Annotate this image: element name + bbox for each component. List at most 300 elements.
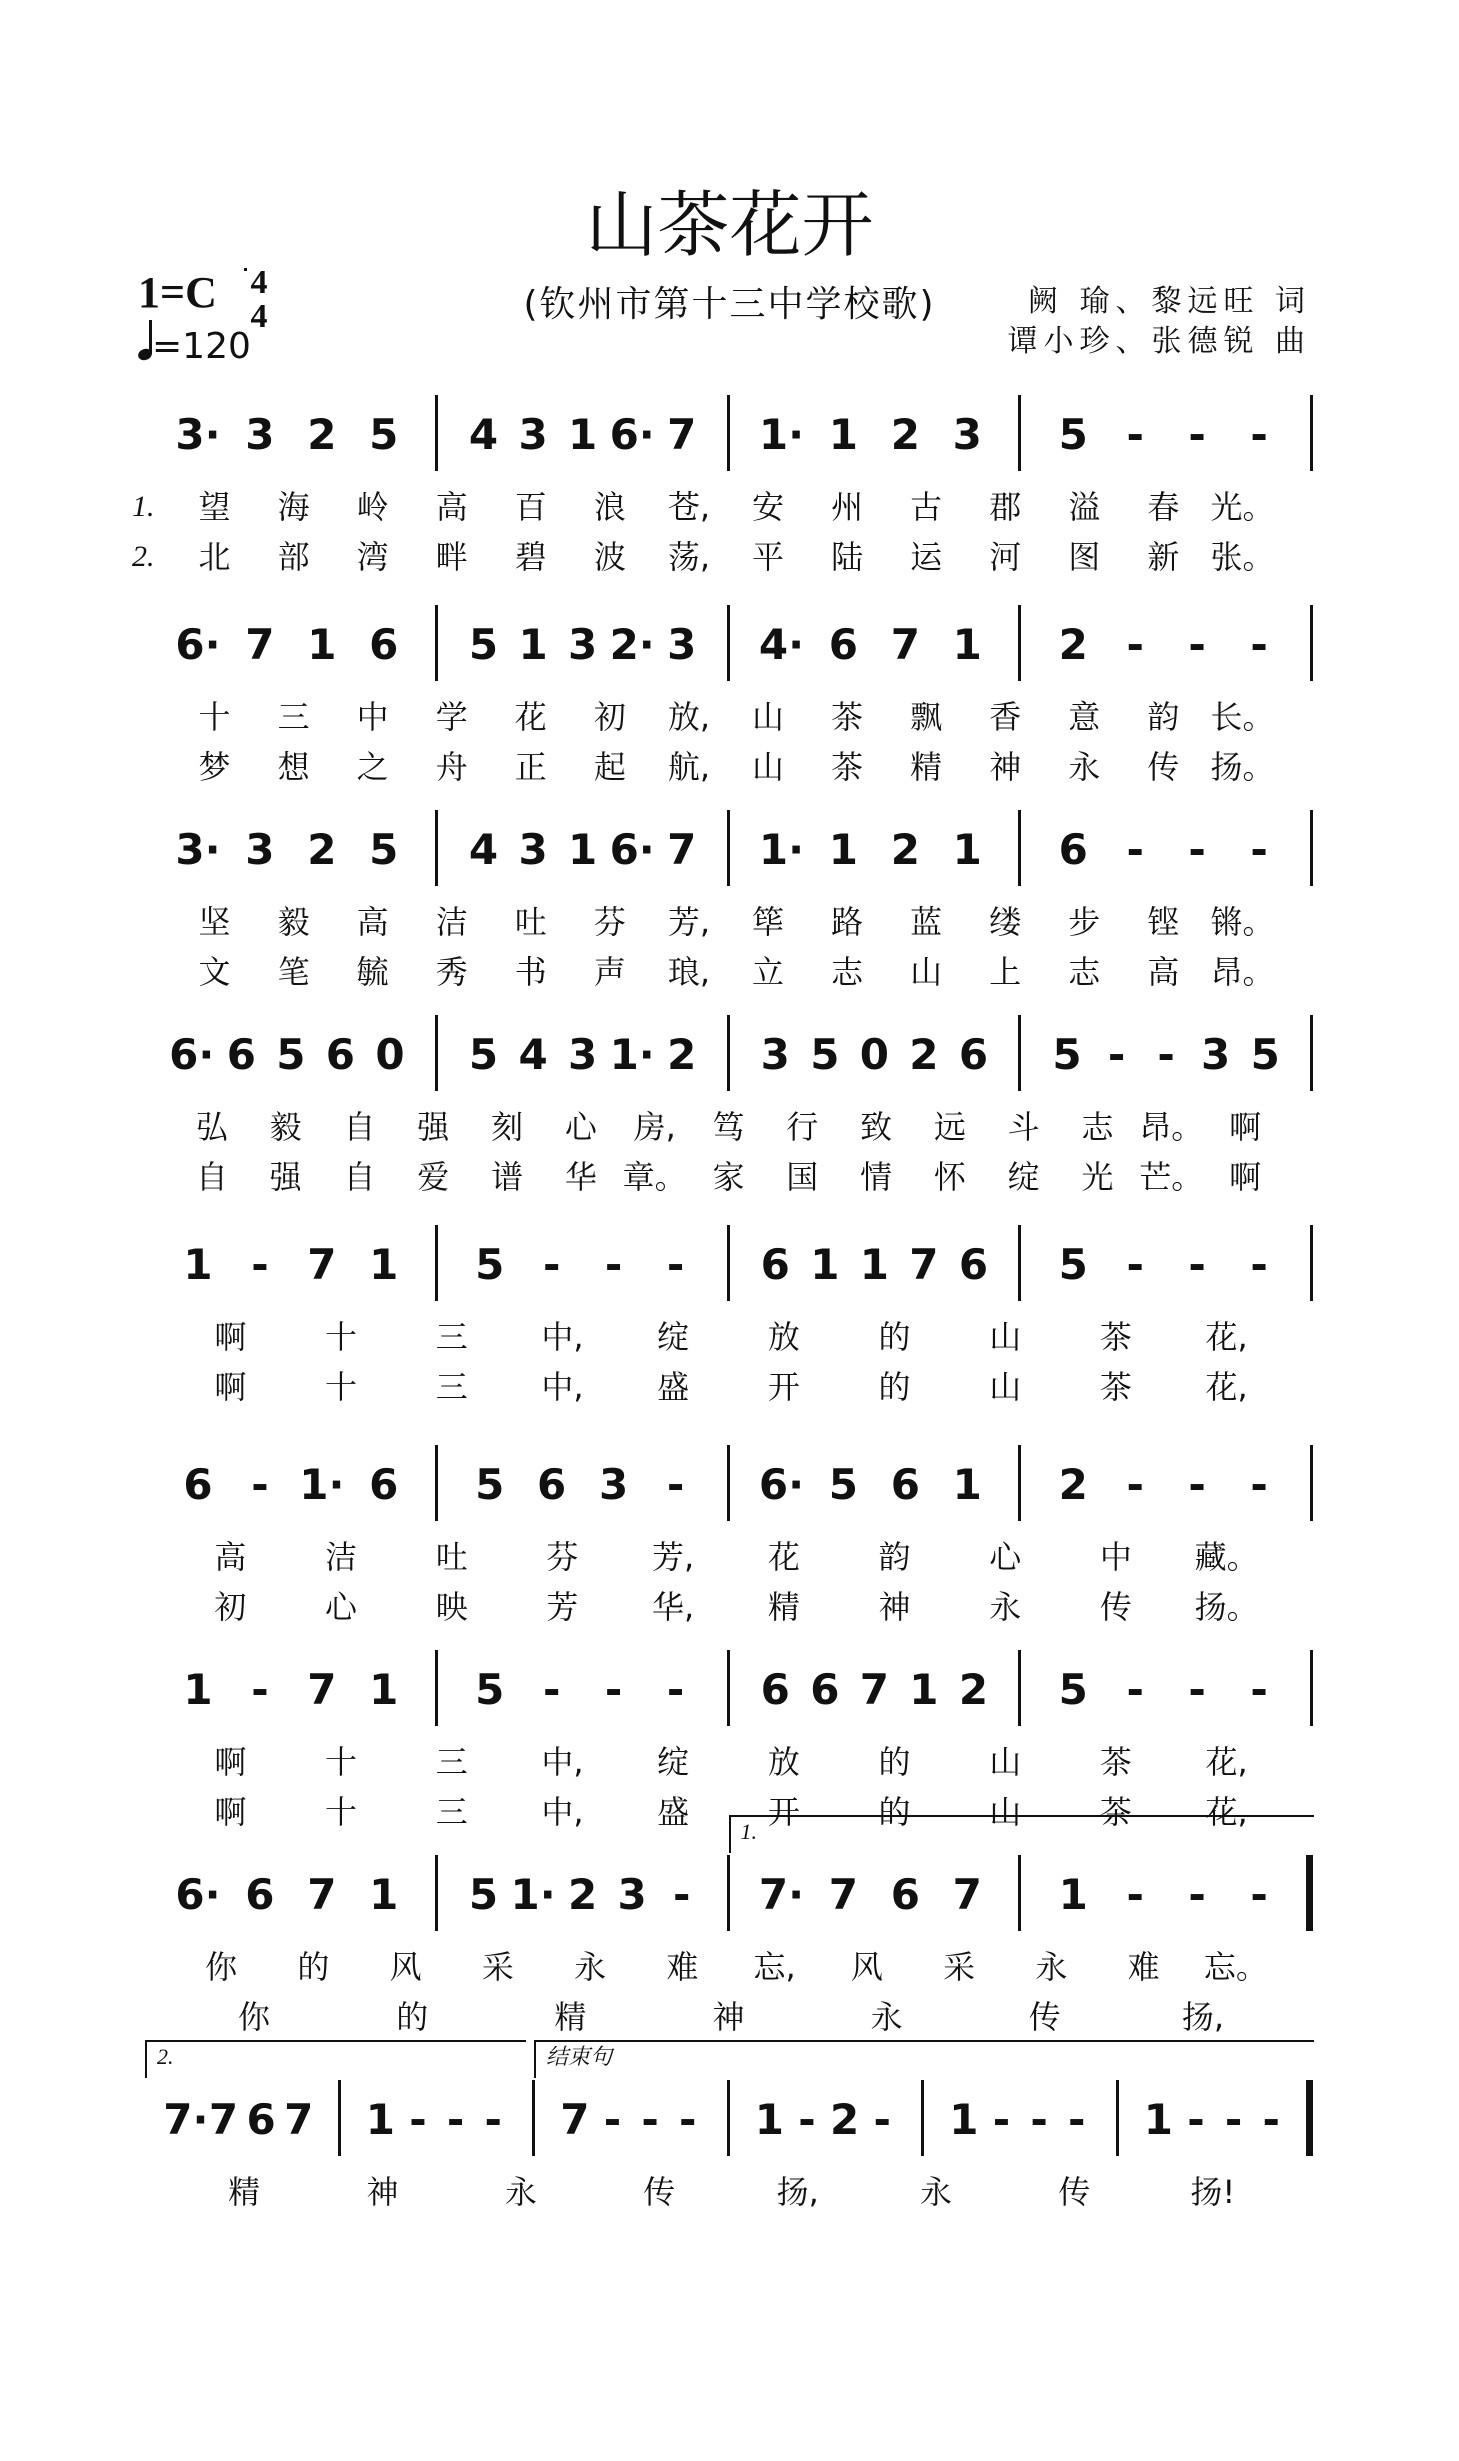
note: 5	[468, 620, 499, 669]
music-system	[0, 395, 1459, 585]
lyric-syllable: 自	[195, 1158, 228, 1196]
note: 7	[890, 620, 920, 669]
lyric-syllable: 开	[767, 1793, 800, 1831]
lyric-syllable: 神	[712, 1998, 745, 2036]
lyric-syllable: 传	[1058, 2173, 1091, 2211]
lyric-syllable: 海	[277, 488, 310, 526]
music-system	[0, 1445, 1459, 1635]
lyric-syllable: 精	[910, 748, 943, 786]
lyric-syllable: 盛	[657, 1368, 690, 1406]
note: 3	[245, 825, 275, 874]
note: 6	[1058, 825, 1088, 874]
lyric-syllable: 图	[1068, 538, 1101, 576]
lyric-syllable: 学	[435, 698, 468, 736]
lyric-syllable: 洁	[325, 1538, 358, 1576]
barline	[727, 395, 730, 471]
note: 5	[475, 1665, 505, 1714]
lyric-syllable: 高	[356, 903, 389, 941]
note: 3	[952, 410, 982, 459]
lyric-syllable: 永	[1068, 748, 1101, 786]
lyric-syllable: 采	[481, 1948, 514, 1986]
lyric-syllable: 三	[435, 1318, 468, 1356]
note: 2	[909, 1030, 939, 1079]
note: 5	[1058, 1665, 1088, 1714]
lyric-syllable: 的	[878, 1793, 911, 1831]
note: 1	[810, 1240, 840, 1289]
lyric-syllable: 啊	[214, 1793, 247, 1831]
lyric-line	[0, 1585, 1459, 1635]
lyric-syllable: 茶	[1099, 1368, 1132, 1406]
note: 5	[1058, 1240, 1088, 1289]
dash-extension: -	[1250, 1870, 1268, 1919]
lyric-syllable: 国	[786, 1158, 819, 1196]
note: 6·	[758, 1460, 805, 1509]
dash-extension: -	[1187, 2095, 1205, 2144]
note: 1	[183, 1240, 213, 1289]
barline	[1310, 1650, 1313, 1726]
lyric-syllable: 航,	[667, 748, 711, 786]
note: 6	[810, 1665, 840, 1714]
dash-extension: -	[666, 1665, 685, 1714]
lyric-syllable: 放	[767, 1743, 800, 1781]
final-barline	[1306, 2080, 1313, 2156]
lyric-syllable: 传	[1099, 1588, 1132, 1626]
notation-line	[0, 395, 1459, 485]
note: 6	[828, 620, 859, 669]
note: 3	[1201, 1030, 1231, 1079]
lyric-syllable: 啊	[214, 1318, 247, 1356]
lyric-syllable: 韵	[1147, 698, 1180, 736]
note: 6	[760, 1240, 790, 1289]
lyric-syllable: 古	[910, 488, 943, 526]
barline	[532, 2080, 535, 2156]
note: 7·	[163, 2095, 209, 2144]
lyric-line	[0, 1945, 1459, 1995]
dash-extension: -	[1250, 410, 1268, 459]
note: 1	[568, 410, 598, 459]
lyric-syllable: 志	[831, 953, 864, 991]
lyric-syllable: 中,	[541, 1318, 584, 1356]
tempo-marking	[138, 320, 251, 369]
lyric-syllable: 啊	[1229, 1108, 1262, 1146]
note: 6	[890, 1870, 920, 1919]
lyric-syllable: 花	[514, 698, 547, 736]
dash-extension: -	[1126, 410, 1144, 459]
page-subtitle: (钦州市第十三中学校歌)	[523, 284, 936, 325]
lyric-syllable: 三	[435, 1743, 468, 1781]
note: 3	[760, 1030, 790, 1079]
page-title: 山茶花开	[585, 183, 874, 267]
lyric-syllable: 高	[435, 488, 468, 526]
lyric-syllable: 永	[1035, 1948, 1068, 1986]
lyric-syllable: 浪	[593, 488, 626, 526]
lyric-syllable: 难	[666, 1948, 699, 1986]
lyric-syllable: 高	[214, 1538, 247, 1576]
lyric-syllable: 筚	[752, 903, 785, 941]
lyric-syllable: 芳	[546, 1588, 579, 1626]
notation-line	[0, 2080, 1459, 2170]
lyric-syllable: 行	[786, 1108, 819, 1146]
lyric-syllable: 碧	[514, 538, 547, 576]
lyric-syllable: 笃	[712, 1108, 745, 1146]
note: 7	[560, 2095, 590, 2144]
lyricist-credit: 阙 瑜、黎远旺 词	[1027, 284, 1311, 319]
dash-extension: -	[1188, 825, 1206, 874]
lyric-syllable: 弘	[195, 1108, 228, 1146]
lyric-syllable: 的	[878, 1743, 911, 1781]
barline	[435, 605, 438, 681]
lyric-syllable: 中,	[541, 1743, 584, 1781]
lyric-syllable: 谱	[491, 1158, 524, 1196]
note: 7	[859, 1665, 889, 1714]
note: 7	[307, 1870, 337, 1919]
barline	[727, 2080, 730, 2156]
dash-extension: -	[251, 1460, 269, 1509]
lyric-syllable: 忘。	[1203, 1948, 1268, 1986]
note: 1·	[299, 1460, 345, 1509]
note: 5	[810, 1030, 840, 1079]
note: 1	[952, 1460, 982, 1509]
note: 1	[369, 1665, 399, 1714]
note: 6·	[169, 1030, 215, 1079]
note: 6·	[175, 620, 221, 669]
dash-extension: -	[604, 1240, 623, 1289]
lyric-syllable: 新	[1147, 538, 1180, 576]
note: 2	[568, 1870, 598, 1919]
repeat-end-barline	[1306, 1855, 1313, 1931]
note: 5	[475, 1460, 505, 1509]
lyric-syllable: 忘,	[753, 1948, 796, 1986]
note: 2	[958, 1665, 989, 1714]
lyric-syllable: 高	[1147, 953, 1180, 991]
note: 6	[369, 1460, 399, 1509]
lyric-syllable: 香	[989, 698, 1022, 736]
note: 1·	[758, 825, 805, 874]
note: 6	[890, 1460, 920, 1509]
barline	[921, 2080, 924, 2156]
lyric-syllable: 心	[325, 1588, 358, 1626]
lyric-syllable: 花,	[1205, 1793, 1248, 1831]
lyric-syllable: 芳,	[652, 1538, 695, 1576]
lyric-syllable: 精	[228, 2173, 261, 2211]
lyric-syllable: 芬	[593, 903, 626, 941]
barline	[1310, 1015, 1313, 1091]
verse-number: 2.	[132, 540, 155, 573]
music-system	[0, 1225, 1459, 1415]
lyric-syllable: 韵	[878, 1538, 911, 1576]
dash-extension: -	[1188, 1460, 1206, 1509]
note: 4	[468, 410, 499, 459]
note: 7	[909, 1240, 939, 1289]
note: 5	[1250, 1030, 1280, 1079]
lyric-syllable: 绽	[657, 1318, 690, 1356]
barline	[435, 395, 438, 471]
note: 5	[475, 1240, 505, 1289]
dash-extension: -	[1224, 2095, 1243, 2144]
lyric-syllable: 扬。	[1210, 748, 1275, 786]
note: 1	[828, 410, 859, 459]
barline	[727, 1445, 730, 1521]
lyric-line	[0, 1155, 1459, 1205]
lyric-syllable: 山	[989, 1793, 1022, 1831]
barline	[435, 1015, 438, 1091]
note: 2	[307, 410, 337, 459]
lyric-syllable: 山	[910, 953, 943, 991]
note: 1	[568, 825, 598, 874]
note: 7	[952, 1870, 982, 1919]
dash-extension: -	[251, 1665, 269, 1714]
lyric-syllable: 啊	[1229, 1158, 1262, 1196]
lyric-syllable: 秀	[435, 953, 468, 991]
note: 7	[667, 410, 697, 459]
lyric-syllable: 山	[752, 748, 785, 786]
dash-extension: -	[1126, 1460, 1144, 1509]
note: 3·	[175, 410, 221, 459]
music-system	[0, 1650, 1459, 1840]
note: 3	[568, 620, 598, 669]
note: 6·	[609, 410, 655, 459]
lyric-syllable: 刻	[491, 1108, 524, 1146]
lyric-syllable: 声	[593, 953, 626, 991]
lyric-syllable: 光	[1081, 1158, 1114, 1196]
lyric-syllable: 长。	[1210, 698, 1275, 736]
lyric-syllable: 扬!	[1190, 2173, 1236, 2211]
dash-extension: -	[603, 2095, 622, 2144]
dash-extension: -	[1188, 1665, 1206, 1714]
lyric-syllable: 湾	[356, 538, 389, 576]
barline	[1310, 810, 1313, 886]
dash-extension: -	[1126, 1240, 1144, 1289]
lyric-syllable: 十	[325, 1368, 358, 1406]
barline	[727, 605, 730, 681]
lyric-syllable: 传	[1147, 748, 1180, 786]
note: 7	[284, 2095, 314, 2144]
lyric-syllable: 蓝	[910, 903, 943, 941]
lyric-syllable: 茶	[1099, 1318, 1132, 1356]
lyric-syllable: 自	[343, 1108, 376, 1146]
lyric-syllable: 毅	[269, 1108, 302, 1146]
lyric-syllable: 三	[435, 1368, 468, 1406]
dash-extension: -	[1250, 620, 1268, 669]
lyric-syllable: 州	[831, 488, 864, 526]
barline	[1018, 605, 1021, 681]
dash-extension: -	[1126, 1870, 1144, 1919]
lyric-syllable: 波	[593, 538, 626, 576]
dash-extension: -	[1030, 2095, 1048, 2144]
lyric-syllable: 正	[514, 748, 547, 786]
lyric-syllable: 山	[989, 1318, 1022, 1356]
note: 6·	[175, 1870, 221, 1919]
lyric-syllable: 的	[878, 1318, 911, 1356]
lyric-syllable: 平	[752, 538, 785, 576]
note: 1	[365, 2095, 395, 2144]
note: 1	[828, 825, 859, 874]
lyric-syllable: 茶	[1099, 1743, 1132, 1781]
lyric-syllable: 上	[989, 953, 1022, 991]
note: 3	[245, 410, 275, 459]
barline	[338, 2080, 341, 2156]
notation-line	[0, 1445, 1459, 1535]
dash-extension: -	[673, 1870, 691, 1919]
time-signature-line	[244, 268, 247, 271]
dash-extension: -	[251, 1240, 269, 1289]
lyric-syllable: 茶	[831, 748, 864, 786]
lyric-syllable: 自	[343, 1158, 376, 1196]
lyric-syllable: 十	[325, 1793, 358, 1831]
note: 1	[952, 620, 982, 669]
lyric-syllable: 之	[356, 748, 389, 786]
lyric-line	[0, 535, 1459, 585]
lyric-syllable: 爱	[417, 1158, 450, 1196]
lyric-syllable: 笔	[277, 953, 310, 991]
barline	[435, 1650, 438, 1726]
barline	[435, 1855, 438, 1931]
barline	[1018, 395, 1021, 471]
lyric-syllable: 的	[878, 1368, 911, 1406]
lyric-syllable: 神	[989, 748, 1022, 786]
barline	[1310, 1445, 1313, 1521]
lyric-line	[0, 2170, 1459, 2220]
note: 5	[468, 1030, 499, 1079]
dash-extension: -	[1188, 1870, 1206, 1919]
lyric-syllable: 十	[198, 698, 231, 736]
lyric-syllable: 斗	[1007, 1108, 1040, 1146]
lyric-syllable: 洁	[435, 903, 468, 941]
note: 2	[890, 825, 920, 874]
note: 7·	[758, 1870, 805, 1919]
lyric-syllable: 花	[767, 1538, 800, 1576]
dash-extension: -	[1067, 2095, 1086, 2144]
note: 1	[859, 1240, 889, 1289]
lyric-syllable: 安	[752, 488, 785, 526]
note: 2	[307, 825, 337, 874]
lyric-syllable: 茶	[831, 698, 864, 736]
lyric-syllable: 毓	[356, 953, 389, 991]
coda-bracket: 结束句	[534, 2040, 1314, 2078]
lyric-syllable: 致	[860, 1108, 893, 1146]
lyric-syllable: 书	[514, 953, 547, 991]
lyric-syllable: 怀	[933, 1158, 966, 1196]
barline	[435, 810, 438, 886]
note: 7	[245, 620, 275, 669]
lyric-syllable: 飘	[910, 698, 943, 736]
lyric-syllable: 百	[514, 488, 547, 526]
barline	[1018, 1855, 1021, 1931]
lyric-syllable: 荡,	[667, 538, 711, 576]
lyric-syllable: 光。	[1210, 488, 1275, 526]
lyric-line	[0, 1995, 1459, 2045]
barline	[1310, 1225, 1313, 1301]
lyric-syllable: 岭	[356, 488, 389, 526]
note: 6	[183, 1460, 213, 1509]
lyric-syllable: 苍,	[667, 488, 711, 526]
lyric-syllable: 传	[643, 2173, 676, 2211]
note: 5	[1052, 1030, 1082, 1079]
verse-number: 1.	[132, 490, 155, 523]
barline	[1018, 1225, 1021, 1301]
barline	[1018, 810, 1021, 886]
lyric-syllable: 扬,	[776, 2173, 819, 2211]
lyric-syllable: 想	[277, 748, 310, 786]
dash-extension: -	[1250, 1460, 1268, 1509]
note: 3	[568, 1030, 598, 1079]
note: 5	[468, 1870, 499, 1919]
lyric-syllable: 强	[269, 1158, 302, 1196]
dash-extension: -	[1250, 1240, 1268, 1289]
lyric-syllable: 花,	[1205, 1368, 1248, 1406]
time-signature-bottom: 4	[250, 298, 268, 335]
dash-extension: -	[1107, 1030, 1126, 1079]
note: 5	[369, 825, 399, 874]
lyric-syllable: 华	[564, 1158, 597, 1196]
note: 2·	[609, 620, 655, 669]
lyric-syllable: 中	[356, 698, 389, 736]
lyric-syllable: 扬。	[1194, 1588, 1259, 1626]
lyric-syllable: 中	[1099, 1538, 1132, 1576]
barline	[727, 1650, 730, 1726]
note: 5	[1058, 410, 1088, 459]
note: 6	[325, 1030, 356, 1079]
lyric-syllable: 昂。	[1139, 1108, 1204, 1146]
lyric-syllable: 春	[1147, 488, 1180, 526]
lyric-syllable: 昂。	[1210, 953, 1275, 991]
lyric-syllable: 采	[943, 1948, 976, 1986]
barline	[1116, 2080, 1119, 2156]
lyric-syllable: 你	[205, 1948, 238, 1986]
notation-line	[0, 1015, 1459, 1105]
note: 2	[1058, 1460, 1088, 1509]
volta-bracket-2: 2.	[145, 2040, 526, 2078]
lyric-syllable: 望	[198, 488, 231, 526]
note: 1	[307, 620, 337, 669]
note: 4	[468, 825, 499, 874]
barline	[727, 810, 730, 886]
note: 3	[598, 1460, 629, 1509]
lyric-line	[0, 1105, 1459, 1155]
notation-line	[0, 605, 1459, 695]
dash-extension: -	[484, 2095, 502, 2144]
lyric-syllable: 河	[989, 538, 1022, 576]
barline	[1310, 395, 1313, 471]
lyric-syllable: 神	[878, 1588, 911, 1626]
note: 1	[909, 1665, 939, 1714]
lyric-syllable: 风	[389, 1948, 422, 1986]
lyric-line	[0, 1740, 1459, 1790]
lyric-line	[0, 1535, 1459, 1585]
note: 1	[949, 2095, 979, 2144]
note: 7	[307, 1240, 337, 1289]
lyric-syllable: 山	[989, 1368, 1022, 1406]
lyric-line	[0, 900, 1459, 950]
note: 5	[276, 1030, 306, 1079]
note: 6	[760, 1665, 790, 1714]
music-system	[0, 1819, 1459, 2045]
note: 1·	[758, 410, 805, 459]
lyric-syllable: 神	[366, 2173, 399, 2211]
lyric-syllable: 起	[593, 748, 626, 786]
lyric-syllable: 华,	[652, 1588, 695, 1626]
note: 1	[369, 1870, 399, 1919]
lyric-syllable: 运	[910, 538, 943, 576]
note: 6	[958, 1030, 989, 1079]
lyric-syllable: 山	[989, 1743, 1022, 1781]
lyric-syllable: 藏。	[1194, 1538, 1259, 1576]
lyric-syllable: 毅	[277, 903, 310, 941]
lyric-syllable: 放,	[667, 698, 711, 736]
note: 1	[369, 1240, 399, 1289]
lyric-syllable: 铿	[1147, 903, 1180, 941]
lyric-syllable: 步	[1068, 903, 1101, 941]
